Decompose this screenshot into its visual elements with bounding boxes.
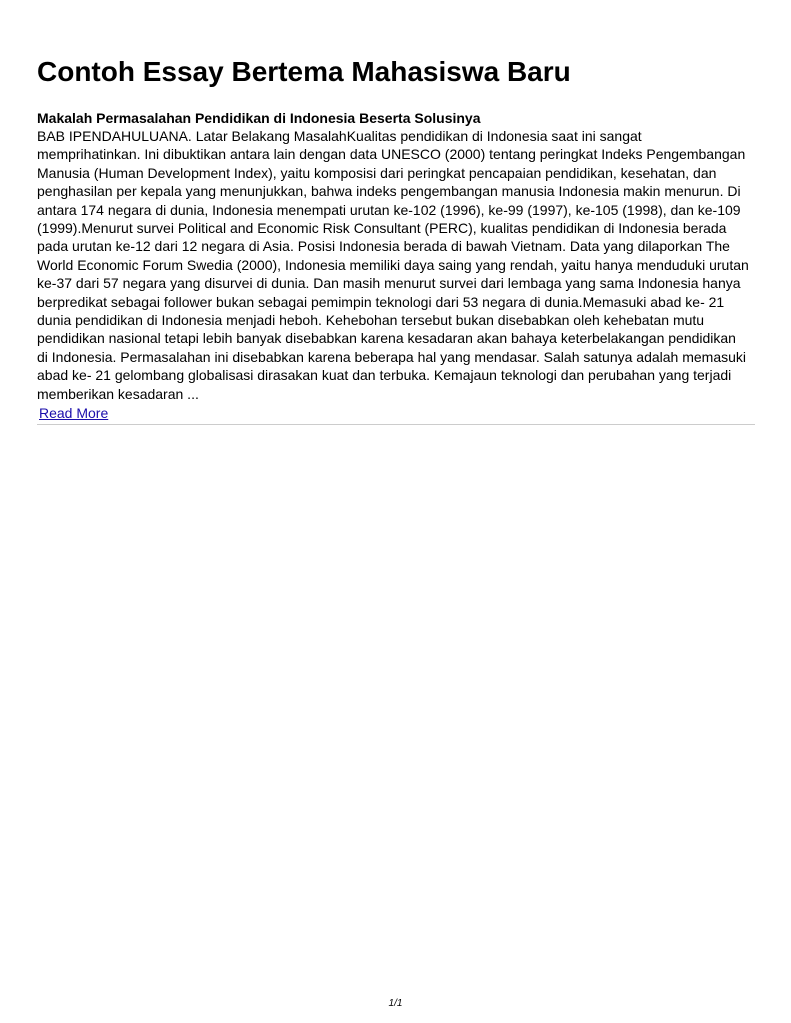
article-heading: Makalah Permasalahan Pendidikan di Indonesia Beserta Solusinya xyxy=(37,110,481,126)
page-title: Contoh Essay Bertema Mahasiswa Baru xyxy=(37,56,571,87)
read-more-link[interactable]: Read More xyxy=(39,405,109,422)
page-number: 1/1 xyxy=(388,998,403,1009)
divider xyxy=(37,424,755,425)
article xyxy=(37,109,755,423)
article-body: BAB IPENDAHULUANA. Latar Belakang MasalahKualitas pendidikan di Indonesia saat ini sangat memprihatinkan. Ini dibuktikan antara lain dengan data UNESCO (2000) tentang peringkat Indeks Pengembangan Manusia (Human Development Index), yaitu komposisi dari peringkat pencapaian pendidikan, kesehatan, dan penghasilan per kepala yang menunjukkan, bahwa indeks pengembangan manusia Indonesia makin menurun. Di antara 174 negara di dunia, Indonesia menempati urutan ke-102 (1996), ke-99 (1997), ke-105 (1998), dan ke-109 (1999).Menurut survei Political and Economic Risk Consultant (PERC), kualitas pendidikan di Indonesia berada pada urutan ke-12 dari 12 negara di Asia. Posisi Indonesia berada di bawah Vietnam. Data yang dilaporkan The World Economic Forum Swedia (2000), Indonesia memiliki daya saing yang rendah, yaitu hanya menduduki urutan ke-37 dari 57 negara yang disurvei di dunia. Dan masih menurut survei dari lembaga yang sama Indonesia hanya berpredikat sebagai follower bukan sebagai pemimpin teknologi dari 53 negara di dunia.Memasuki abad ke- 21 dunia pendidikan di Indonesia menjadi heboh. Kehebohan tersebut bukan disebabkan oleh kehebatan mutu pendidikan nasional tetapi lebih banyak disebabkan karena kesadaran akan bahaya keterbelakangan pendidikan di Indonesia. Permasalahan ini disebabkan karena beberapa hal yang mendasar. Salah satunya adalah memasuki abad ke- 21 gelombang globalisasi dirasakan kuat dan terbuka. Kemajaun teknologi dan perubahan yang terjadi memberikan kesadaran ... xyxy=(37,128,749,402)
